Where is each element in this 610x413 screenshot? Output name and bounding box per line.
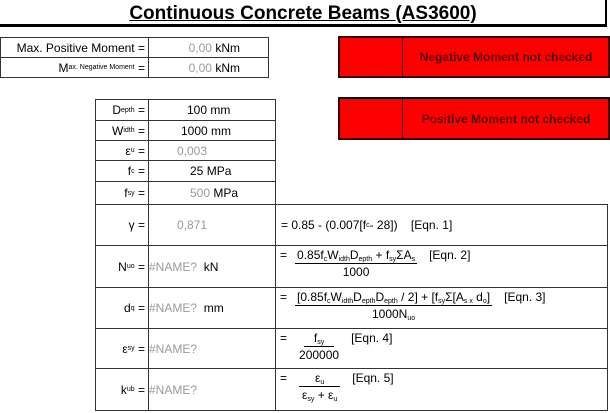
epsilon-u-label: ε u = bbox=[95, 140, 149, 161]
depth-label: D epth = bbox=[95, 99, 149, 121]
kub-label: k ub = bbox=[95, 368, 149, 411]
width-label: W idth = bbox=[95, 120, 149, 141]
epsilon-u-input[interactable]: 0,003 bbox=[148, 140, 276, 161]
eqn-5-ref: [Eqn. 5] bbox=[352, 371, 394, 385]
alert-divider bbox=[402, 38, 403, 76]
fc-label: f c = bbox=[95, 160, 149, 182]
eqn-2-ref: [Eqn. 2] bbox=[429, 248, 471, 262]
eqn-4-ref: [Eqn. 4] bbox=[351, 331, 393, 345]
max-positive-moment-label: Max. Positive Moment = bbox=[0, 37, 149, 58]
eqn-2-formula: = $\frac{0.85f_cW_{idth}D_{epth} + f_{sy}\Sigma A_s}{1000}$ [Eqn. 2] bbox=[275, 245, 608, 288]
dq-value: #NAME? mm bbox=[148, 287, 276, 329]
eqn-4-formula: = $\frac{f_{sy}}{200000}$ [Eqn. 4] bbox=[275, 328, 608, 369]
dq-label: d q = bbox=[95, 287, 149, 329]
kub-value: #NAME? bbox=[148, 368, 276, 411]
eqn-1-formula: = 0.85 - (0.007[f c - 28]) [Eqn. 1] bbox=[275, 204, 608, 246]
negative-moment-alert: Negative Moment not checked bbox=[338, 36, 610, 78]
fsy-label: f sy = bbox=[95, 181, 149, 205]
sheet-edge bbox=[605, 0, 607, 27]
max-negative-moment-label: M ax. Negative Moment = bbox=[0, 57, 149, 78]
positive-moment-alert: Positive Moment not checked bbox=[338, 97, 610, 140]
max-positive-moment-cell[interactable]: 0,00 kNm bbox=[148, 37, 269, 58]
eqn-3-formula: = $\frac{[0.85f_cW_{idth}D_{epth}D_{epth} / 2] + [f_{sy}\Sigma[A_{s x} d_o]}{1000N_{uo}}$ [Eqn. 3] bbox=[275, 287, 608, 329]
esy-label: ε sy = bbox=[95, 328, 149, 369]
nuo-value: #NAME? kN bbox=[148, 245, 276, 288]
page-title: Continuous Concrete Beams (AS3600) bbox=[129, 3, 477, 24]
esy-value: #NAME? bbox=[148, 328, 276, 369]
depth-input[interactable]: 100 mm bbox=[148, 99, 276, 121]
alert-divider bbox=[402, 99, 403, 138]
eqn-3-ref: [Eqn. 3] bbox=[504, 290, 546, 304]
max-positive-moment-value: 0,00 bbox=[188, 40, 212, 55]
max-negative-moment-cell[interactable]: 0,00 kNm bbox=[148, 57, 269, 78]
gamma-value: 0,871 bbox=[148, 204, 276, 246]
width-input[interactable]: 1000 mm bbox=[148, 120, 276, 141]
eqn-1-ref: [Eqn. 1] bbox=[410, 218, 453, 232]
fsy-input[interactable]: 500 MPa bbox=[148, 181, 276, 205]
max-negative-moment-value: 0,00 bbox=[188, 60, 212, 75]
title-divider bbox=[0, 24, 606, 27]
gamma-label: γ = bbox=[95, 204, 149, 246]
nuo-label: N uo = bbox=[95, 245, 149, 288]
fc-input[interactable]: 25 MPa bbox=[148, 160, 276, 182]
eqn-5-formula: = $\frac{\varepsilon_u}{\varepsilon_{sy} + \varepsilon_u}$ [Eqn. 5] bbox=[275, 368, 608, 411]
